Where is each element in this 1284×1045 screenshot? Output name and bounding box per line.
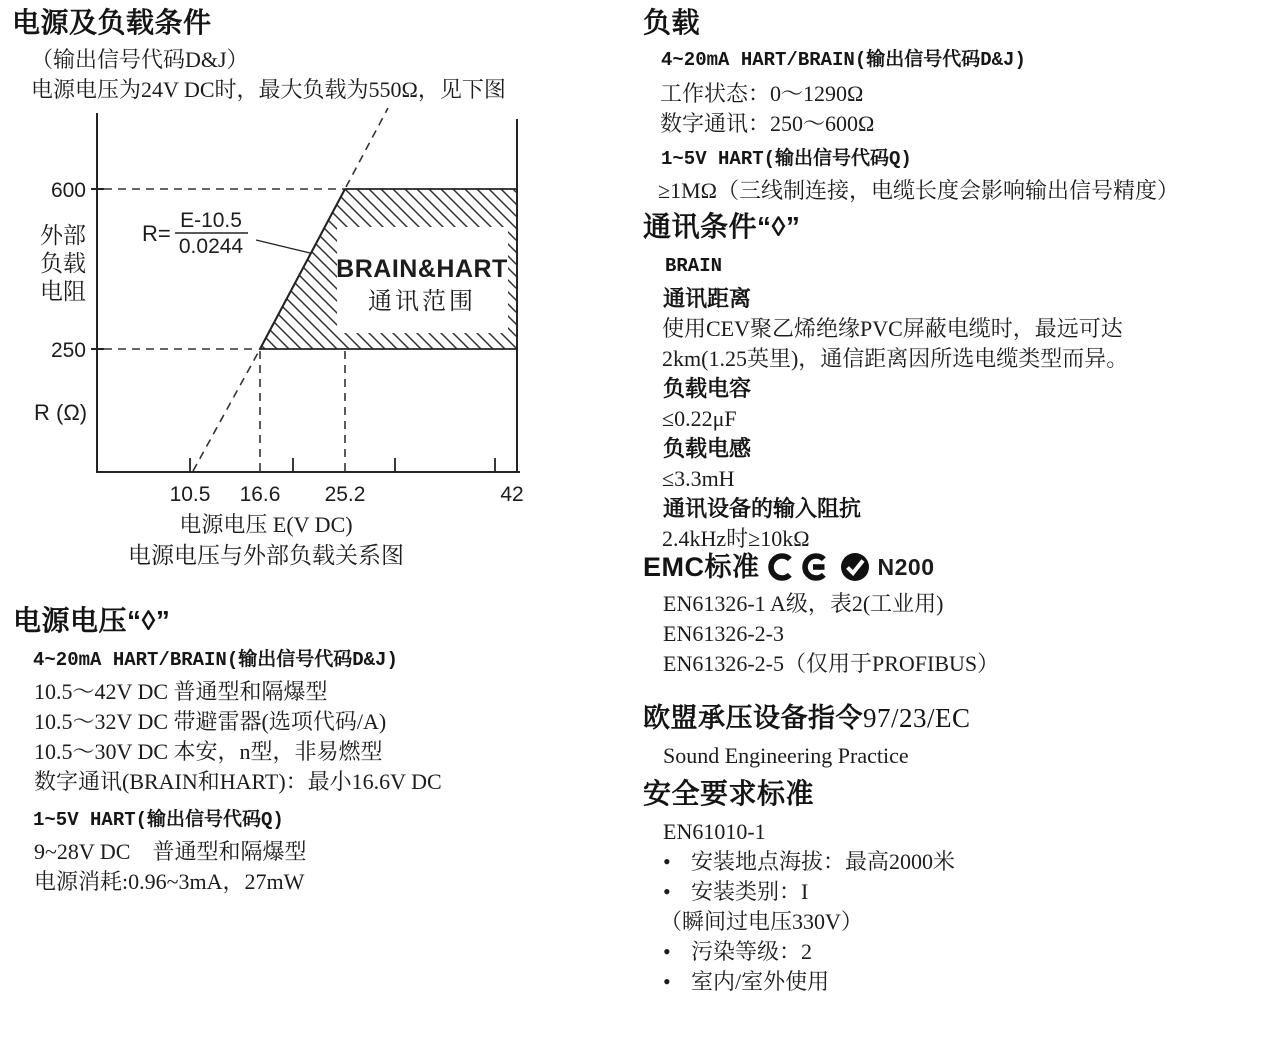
- supply-line: 数字通讯(BRAIN和HART)：最小16.6V DC: [34, 769, 442, 794]
- section-heading-communication: 通讯条件“◊”: [643, 211, 801, 242]
- x-label-42: 42: [500, 483, 524, 506]
- safety-bullet-text: 污染等级：2: [691, 939, 813, 964]
- section-heading-load: 负载: [643, 7, 701, 38]
- boundary-formula: [142, 209, 310, 258]
- supply-tech-4-20ma: 4~20mA HART/BRAIN(输出信号代码D&J): [33, 649, 398, 671]
- region-label-line2: 通讯范围: [368, 289, 476, 315]
- section-heading-safety: 安全要求标准: [643, 778, 815, 809]
- boundary-dashed-upper: [346, 108, 388, 187]
- ctick-n200-label: N200: [877, 553, 935, 580]
- chart-caption: 电源电压与外部负载关系图: [128, 543, 404, 568]
- safety-bullet-text: 安装地点海拔：最高2000米: [691, 849, 956, 874]
- load-line-digital: 数字通讯：250～600Ω: [660, 111, 875, 136]
- comm-line: 2.4kHz时≥10kΩ: [662, 526, 810, 551]
- emc-line: EN61326-2-5（仅用于PROFIBUS）: [663, 651, 1000, 676]
- section-heading-emc: EMC标准: [643, 552, 760, 582]
- emc-heading-row: [643, 550, 1283, 584]
- safety-bullet-item: [663, 877, 1283, 907]
- y-axis-title-1: 外部: [40, 223, 86, 248]
- section-safety: [643, 777, 1283, 997]
- formula-callout-line: [256, 240, 310, 253]
- boundary-dashed-lower: [193, 351, 259, 471]
- bullet-icon: •: [663, 849, 671, 874]
- comm-label-distance: 通讯距离: [663, 286, 752, 311]
- emc-line: EN61326-2-3: [663, 621, 784, 646]
- comm-label-inductance: 负载电感: [663, 436, 752, 461]
- comm-tech-brain: BRAIN: [665, 255, 723, 277]
- section-heading-ped: [643, 701, 1283, 735]
- y-axis-unit: R (Ω): [34, 400, 88, 425]
- safety-bullet-text: 安装类别：I: [691, 879, 809, 904]
- supply-line: 10.5～32V DC 带避雷器(选项代码/A): [34, 709, 387, 734]
- supply-voltage-load-chart: [0, 85, 622, 585]
- comm-label-capacitance: 负载电容: [663, 376, 752, 401]
- x-label-16-6: 16.6: [239, 483, 281, 506]
- section-heading-power-load: 电源及负载条件: [12, 7, 212, 38]
- hatch-region: [260, 189, 517, 349]
- y-axis-title-2: 负载: [40, 251, 86, 276]
- comm-label-input-impedance: 通讯设备的输入阻抗: [663, 496, 862, 521]
- comm-line: 使用CEV聚乙烯绝缘PVC屏蔽电缆时，最远可达: [662, 316, 1123, 341]
- section-load: [643, 6, 1283, 206]
- comm-line: ≤0.22μF: [662, 406, 737, 431]
- safety-standard: EN61010-1: [663, 819, 766, 844]
- bullet-icon: •: [663, 879, 671, 904]
- region-label-line1: BRAIN&HART: [336, 255, 508, 283]
- ctick-mark-icon: [840, 552, 870, 582]
- y-label-600: 600: [50, 179, 86, 202]
- formula-lhs: R=: [142, 221, 171, 246]
- section-communication: [643, 210, 1283, 554]
- ped-heading-cn: 欧盟承压设备指令: [643, 703, 863, 733]
- power-load-desc: 电源电压为24V DC时，最大负载为550Ω，见下图: [31, 77, 506, 102]
- x-axis-ticks: [190, 458, 495, 471]
- formula-denominator: 0.0244: [178, 235, 244, 258]
- ped-line: Sound Engineering Practice: [663, 743, 909, 768]
- safety-bullet-item: [663, 937, 1283, 967]
- formula-numerator: E-10.5: [180, 209, 242, 232]
- safety-bullet-text: 室内/室外使用: [691, 969, 830, 994]
- load-line-impedance: ≥1MΩ（三线制连接，电缆长度会影响输出信号精度）: [658, 178, 1179, 203]
- x-axis-title: 电源电压 E(V DC): [179, 512, 353, 537]
- supply-line: 9~28V DC 普通型和隔爆型: [34, 839, 307, 864]
- x-label-25-2: 25.2: [324, 483, 366, 506]
- ped-heading-latin: 97/23/EC: [863, 703, 971, 733]
- section-emc: [643, 550, 1283, 679]
- power-load-subline: （输出信号代码D&J）: [31, 47, 249, 72]
- supply-tech-1-5v: 1~5V HART(输出信号代码Q): [33, 809, 284, 831]
- supply-line: 电源消耗:0.96~3mA，27mW: [34, 869, 305, 894]
- ce-mark-icon: [768, 551, 832, 583]
- section-supply-voltage: [13, 604, 628, 897]
- bullet-icon: •: [663, 969, 671, 994]
- section-heading-supply-voltage: 电源电压“◊”: [13, 605, 171, 636]
- supply-line: 10.5～42V DC 普通型和隔爆型: [34, 679, 328, 704]
- safety-note: （瞬间过电压330V）: [660, 909, 863, 934]
- load-line-operating: 工作状态：0～1290Ω: [660, 81, 864, 106]
- supply-line: 10.5～30V DC 本安，n型，非易燃型: [34, 739, 383, 764]
- load-tech-1-5v: 1~5V HART(输出信号代码Q): [661, 148, 912, 170]
- comm-line: 2km(1.25英里)，通信距离因所选电缆类型而异。: [662, 346, 1129, 371]
- y-label-250: 250: [50, 339, 86, 362]
- y-axis-title-3: 电阻: [40, 279, 86, 304]
- load-tech-4-20ma: 4~20mA HART/BRAIN(输出信号代码D&J): [661, 49, 1026, 71]
- section-ped: [643, 701, 1283, 771]
- safety-bullet-item: [663, 967, 1283, 997]
- comm-line: ≤3.3mH: [662, 466, 735, 491]
- emc-line: EN61326-1 A级，表2(工业用): [663, 591, 944, 616]
- x-label-10-5: 10.5: [169, 483, 211, 506]
- safety-bullet-item: [663, 847, 1283, 877]
- bullet-icon: •: [663, 939, 671, 964]
